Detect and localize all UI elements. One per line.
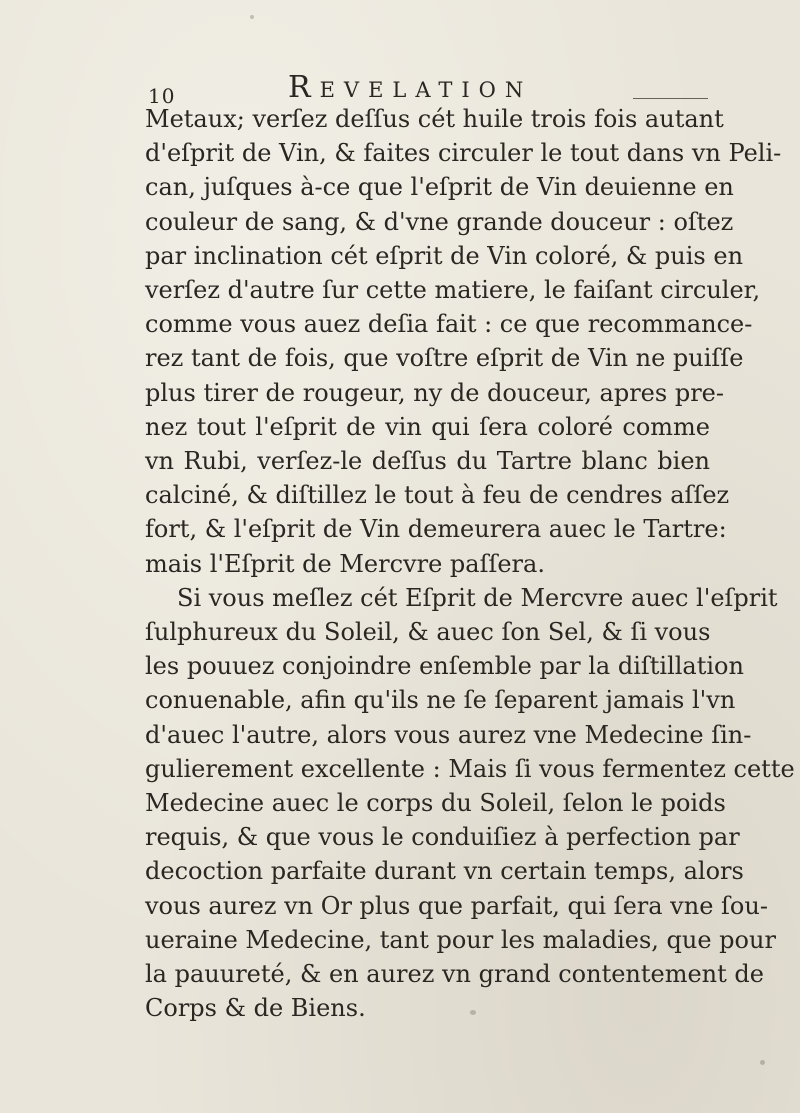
page-number: 10 xyxy=(148,84,176,108)
text-line: Metaux; verſez deſſus cét huile trois fois autant xyxy=(145,105,724,133)
text-line: ueraine Medecine, tant pour les maladies, que pour xyxy=(145,925,776,954)
text-line: can, juſques à-ce que l'eſprit de Vin deuienne en xyxy=(145,173,734,202)
text-line: vn Rubi, verſez-le deſſus du Tartre blanc bien xyxy=(145,447,710,476)
text-line: Corps & de Biens. xyxy=(145,994,366,1023)
text-line: decoction parfaite durant vn certain temps, alors xyxy=(145,857,744,886)
text-line: vous aurez vn Or plus que parfait, qui ſera vne ſou- xyxy=(145,891,768,920)
text-line: les pouuez conjoindre enſemble par la diſtillation xyxy=(145,652,744,681)
text-line: ſulphureux du Soleil, & auec ſon Sel, & ſi vous xyxy=(145,618,711,647)
ink-speck xyxy=(470,1010,476,1015)
header-rule xyxy=(633,98,708,99)
text-line: plus tirer de rougeur, ny de douceur, apres pre- xyxy=(145,378,724,407)
text-line: couleur de sang, & d'vne grande douceur : oſtez xyxy=(145,207,734,236)
text-line: comme vous auez deſia fait : ce que recommance- xyxy=(145,310,753,339)
text-line: fort, & l'eſprit de Vin demeurera auec le Tartre: xyxy=(145,515,727,544)
text-line: conuenable, afin qu'ils ne ſe ſeparent jamais l'vn xyxy=(145,686,736,715)
text-line: rez tant de fois, que voſtre eſprit de Vin ne puiſſe xyxy=(145,344,744,373)
text-line: mais l'Eſprit de Mercvre paſſera. xyxy=(145,549,545,578)
text-line: nez tout l'eſprit de vin qui ſera coloré comme xyxy=(145,412,710,441)
ink-speck xyxy=(250,15,254,19)
text-line: d'auec l'autre, alors vous aurez vne Medecine ſin- xyxy=(145,720,752,749)
running-title: Revelation xyxy=(288,70,533,105)
text-line: Medecine auec le corps du Soleil, ſelon le poids xyxy=(145,789,726,818)
text-line: calciné, & diſtillez le tout à feu de cendres aſſez xyxy=(145,481,730,510)
ink-speck xyxy=(760,1060,765,1065)
text-line: par inclination cét eſprit de Vin coloré, & puis en xyxy=(145,241,744,270)
text-line: gulierement excellente : Mais ſi vous fermentez cette xyxy=(145,754,795,783)
text-line: la pauureté, & en aurez vn grand contentement de xyxy=(145,960,764,989)
text-line: verſez d'autre ſur cette matiere, le faiſant circuler, xyxy=(145,276,761,305)
text-line: requis, & que vous le conduiſiez à perfection par xyxy=(145,823,740,852)
body-text xyxy=(145,102,795,1025)
paragraph-start-line: Si vous meſlez cét Eſprit de Mercvre auec l'eſprit xyxy=(177,583,778,612)
text-line: d'eſprit de Vin, & faites circuler le tout dans vn Peli- xyxy=(145,139,782,168)
